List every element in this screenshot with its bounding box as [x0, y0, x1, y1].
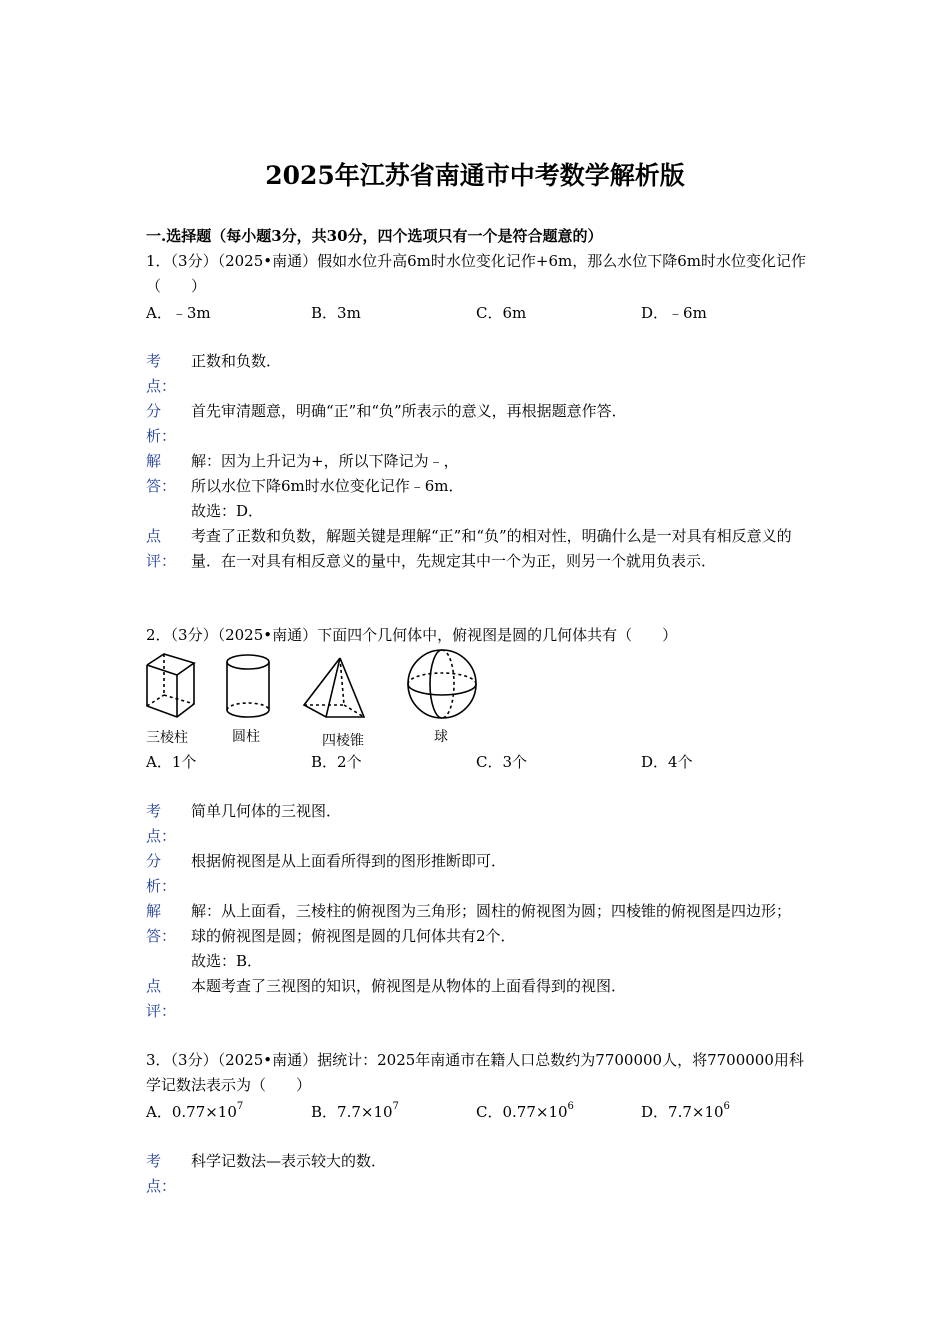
q1-option-a: A．﹣3m: [146, 304, 211, 322]
q2-kaodian: 简单几何体的三视图．: [191, 802, 342, 820]
q2-fenxi: 根据俯视图是从上面看所得到的图形推断即可．: [191, 852, 507, 870]
q3-option-b: B．$7.7\times 10^7$: [311, 1101, 399, 1121]
q2-jieda-label: 解答：: [146, 902, 177, 945]
page-title: 2025年江苏省南通市中考数学解析版: [265, 161, 685, 190]
q2-option-a: A．1个: [146, 753, 197, 771]
q2-option-b: B．2个: [311, 753, 362, 771]
q1-jieda-label: 解答：: [146, 452, 177, 495]
q2-dianping-label: 点评：: [146, 977, 177, 1020]
figure-label-prism: 三棱柱: [146, 730, 188, 746]
q1-jieda-line-1: 解：因为上升记为+，所以下降记为﹣，: [191, 452, 459, 470]
q1-jieda-line-3: 故选：D．: [191, 502, 264, 520]
q2-option-d: D．4个: [641, 753, 693, 771]
q1-jieda-line-2: 所以水位下降6m时水位变化记作﹣6m．: [191, 477, 464, 495]
q1-fenxi: 首先审清题意，明确“正”和“负”所表示的意义，再根据题意作答．: [191, 402, 627, 420]
question-3-stem: 3．（3分）（2025•南通）据统计：2025年南通市在籍人口总数约为7700000人，将7700000用科学记数法表示为（ ）: [146, 1051, 804, 1094]
q2-kaodian-label: 考点：: [146, 802, 177, 845]
q2-jieda-line-2: 故选：B．: [191, 952, 263, 970]
q3-option-d: D．$7.7\times 10^6$: [641, 1101, 730, 1121]
q2-option-c: C．3个: [476, 753, 528, 771]
q3-option-c: C．$0.77\times 10^6$: [476, 1101, 574, 1121]
q1-dianping-label: 点评：: [146, 527, 177, 570]
figure-label-sphere: 球: [434, 729, 448, 745]
triangular-prism-icon: [144, 650, 204, 720]
question-2-stem: 2．（3分）（2025•南通）下面四个几何体中，俯视图是圆的几何体共有（ ）: [146, 626, 678, 644]
question-1-stem: 1．（3分）（2025•南通）假如水位升高6m时水位变化记作+6m，那么水位下降6m时水位变化记作（ ）: [146, 252, 806, 295]
sphere-icon: [404, 646, 480, 722]
q2-dianping: 本题考查了三视图的知识，俯视图是从物体的上面看得到的视图．: [191, 977, 627, 995]
figure-label-cylinder: 圆柱: [232, 729, 260, 745]
q1-option-d: D．﹣6m: [641, 304, 707, 322]
q3-kaodian: 科学记数法—表示较大的数．: [191, 1152, 387, 1170]
section-heading: 一.选择题（每小题3分，共30分，四个选项只有一个是符合题意的）: [146, 227, 603, 245]
q2-fenxi-label: 分析：: [146, 852, 177, 895]
q3-option-a: A．$0.77\times 10^7$: [146, 1101, 244, 1121]
q3-kaodian-label: 考点：: [146, 1152, 177, 1195]
q1-option-b: B．3m: [311, 304, 361, 322]
q2-jieda-line-1: 解：从上面看，三棱柱的俯视图为三角形；圆柱的俯视图为圆；四棱锥的俯视图是四边形；球的俯视图是圆；俯视图是圆的几何体共有2个．: [191, 902, 792, 945]
q1-fenxi-label: 分析：: [146, 402, 177, 445]
q1-option-c: C．6m: [476, 304, 527, 322]
cylinder-icon: [224, 650, 274, 720]
q1-kaodian-label: 考点：: [146, 352, 177, 395]
figure-label-pyramid: 四棱锥: [322, 733, 364, 749]
q1-kaodian: 正数和负数．: [191, 352, 282, 370]
q1-dianping: 考查了正数和负数，解题关键是理解“正”和“负”的相对性，明确什么是一对具有相反意义的量．在一对具有相反意义的量中，先规定其中一个为正，则另一个就用负表示．: [191, 527, 792, 570]
square-pyramid-icon: [300, 655, 370, 725]
